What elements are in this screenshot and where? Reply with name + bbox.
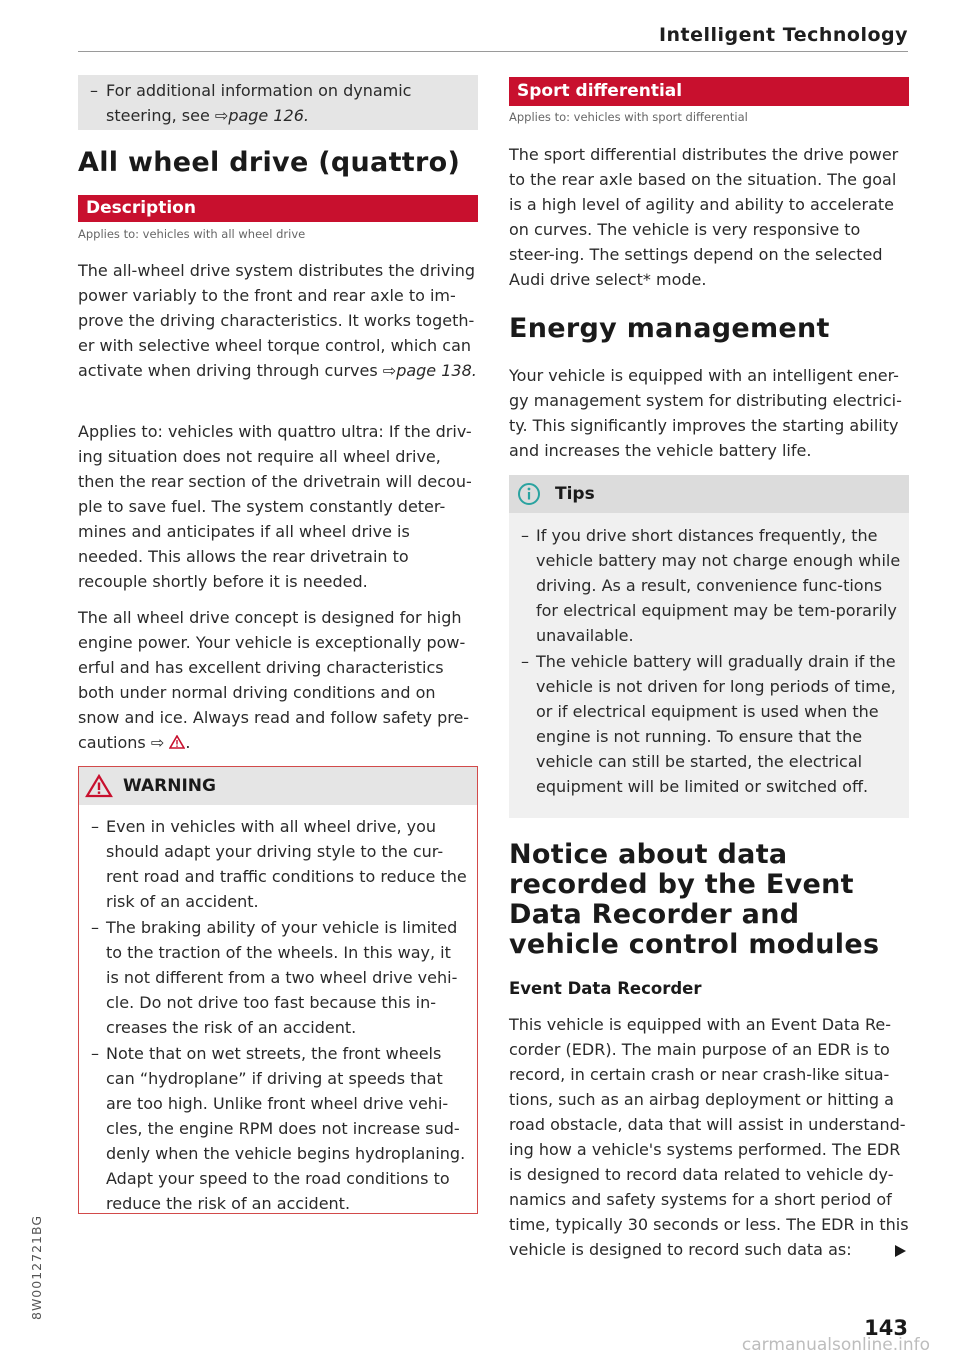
- energy-management-paragraph: Your vehicle is equipped with an intelligent ener-gy management system for distributing electrici-ty. This significantly improves the starting ability and increases the vehicle battery life.: [509, 366, 902, 460]
- warning-box: [78, 766, 478, 1214]
- applies-to-sport: Applies to: vehicles with sport differential: [509, 110, 748, 124]
- tips-title: Tips: [555, 484, 595, 504]
- intro-note-text: For additional information on dynamic steering, see: [106, 81, 412, 125]
- awd-heading: All wheel drive (quattro): [78, 147, 461, 178]
- document-code: 8W0012721BG: [29, 1214, 44, 1320]
- edr-subheading: Event Data Recorder: [509, 979, 702, 998]
- page-number: 143: [864, 1316, 908, 1340]
- energy-management-heading: Energy management: [509, 313, 830, 344]
- header-divider: [78, 51, 908, 52]
- warning-triangle-icon: [85, 774, 113, 798]
- page-138-reference[interactable]: ⇨page 138.: [382, 361, 477, 380]
- warning-item: – Even in vehicles with all wheel drive, you should adapt your driving style to the cur-rent road and traffic conditions to reduce the risk of an accident.: [79, 814, 467, 914]
- sport-differential-paragraph: The sport differential distributes the drive power to the rear axle based on the situation. The goal is a high level of agility and ability to accelerate on curves. The vehicle is very responsive to steer-ing. The settings depend on the selected Audi drive select* mode.: [509, 145, 899, 289]
- tips-list: [509, 523, 909, 799]
- edr-paragraph: This vehicle is equipped with an Event Data Re-corder (EDR). The main purpose of an EDR is to record, in certain crash or near crash-like situa-tions, such as an airbag deployment or hitting a road obstacle, data that will assist in understand-ing how a vehicle's systems performed. The EDR is designed to record data related to vehicle dy-namics and safety systems for a short period of time, typically 30 seconds or less. The EDR in this vehicle is designed to record such data as:: [509, 1015, 909, 1259]
- continue-arrow-icon: [893, 1244, 907, 1258]
- notice-heading: Notice about data recorded by the Event Data Recorder and vehicle control modules: [509, 839, 880, 960]
- warning-triangle-icon: [169, 735, 185, 749]
- tips-header: [509, 475, 909, 513]
- tips-item: – The vehicle battery will gradually drain if the vehicle is not driven for long periods of time, or if electrical equipment is used when the engine is not running. To ensure that the vehicle can still be started, the electrical equipment will be limited or switched off.: [509, 649, 901, 799]
- section-title: Intelligent Technology: [658, 24, 908, 46]
- sport-differential-bar: [509, 77, 909, 106]
- warning-list: [79, 814, 477, 1216]
- awd-paragraph-1: The all-wheel drive system distributes the driving power variably to the front and rear axle to im-prove the driving characteristics. It works togeth-er with selective wheel torque control, which can activate when driving through curves ⇨page 138.: [78, 261, 477, 380]
- applies-to-awd: Applies to: vehicles with all wheel drive: [78, 227, 306, 241]
- tips-box: [509, 475, 909, 818]
- watermark: carmanualsonline.info: [741, 1335, 930, 1355]
- warning-item: – The braking ability of your vehicle is limited to the traction of the wheels. In this way, it is not different from a two wheel drive vehi-cle. Do not drive too fast because this in-creases the risk of an accident.: [79, 915, 467, 1040]
- awd-paragraph-2: Applies to: vehicles with quattro ultra: If the driv-ing situation does not require all wheel drive, then the rear section of the drivetrain will decou-ple to save fuel. The system constantly deter-mines and anticipates if all wheel drive is needed. This allows the rear drivetrain to recouple shortly before it is needed.: [78, 422, 472, 591]
- description-bar: [78, 195, 478, 222]
- sport-differential-title: Sport differential: [517, 81, 683, 101]
- page-reference-link[interactable]: ⇨page 126.: [214, 106, 309, 125]
- warning-header: [79, 767, 477, 805]
- awd-paragraph-3: The all wheel drive concept is designed for high engine power. Your vehicle is exceptionally pow-erful and has excellent driving characteristics both under normal driving conditions and on snow and ice. Always read and follow safety pre-cautions ⇨ .: [78, 608, 470, 752]
- description-label: Description: [86, 198, 196, 218]
- intro-note-box: – For additional information on dynamic steering, see ⇨page 126.: [78, 75, 478, 130]
- info-icon: [517, 482, 541, 506]
- warning-title: WARNING: [123, 776, 216, 796]
- tips-item: – If you drive short distances frequently, the vehicle battery may not charge enough while driving. As a result, convenience func-tions for electrical equipment may be tem-porarily unavailable.: [509, 523, 901, 648]
- warning-item: – Note that on wet streets, the front wheels can “hydroplane” if driving at speeds that are too high. Unlike front wheel drive vehi-cles, the engine RPM does not increase sud-denly when the vehicle begins hydroplaning. Adapt your speed to the road conditions to reduce the risk of an accident.: [79, 1041, 467, 1216]
